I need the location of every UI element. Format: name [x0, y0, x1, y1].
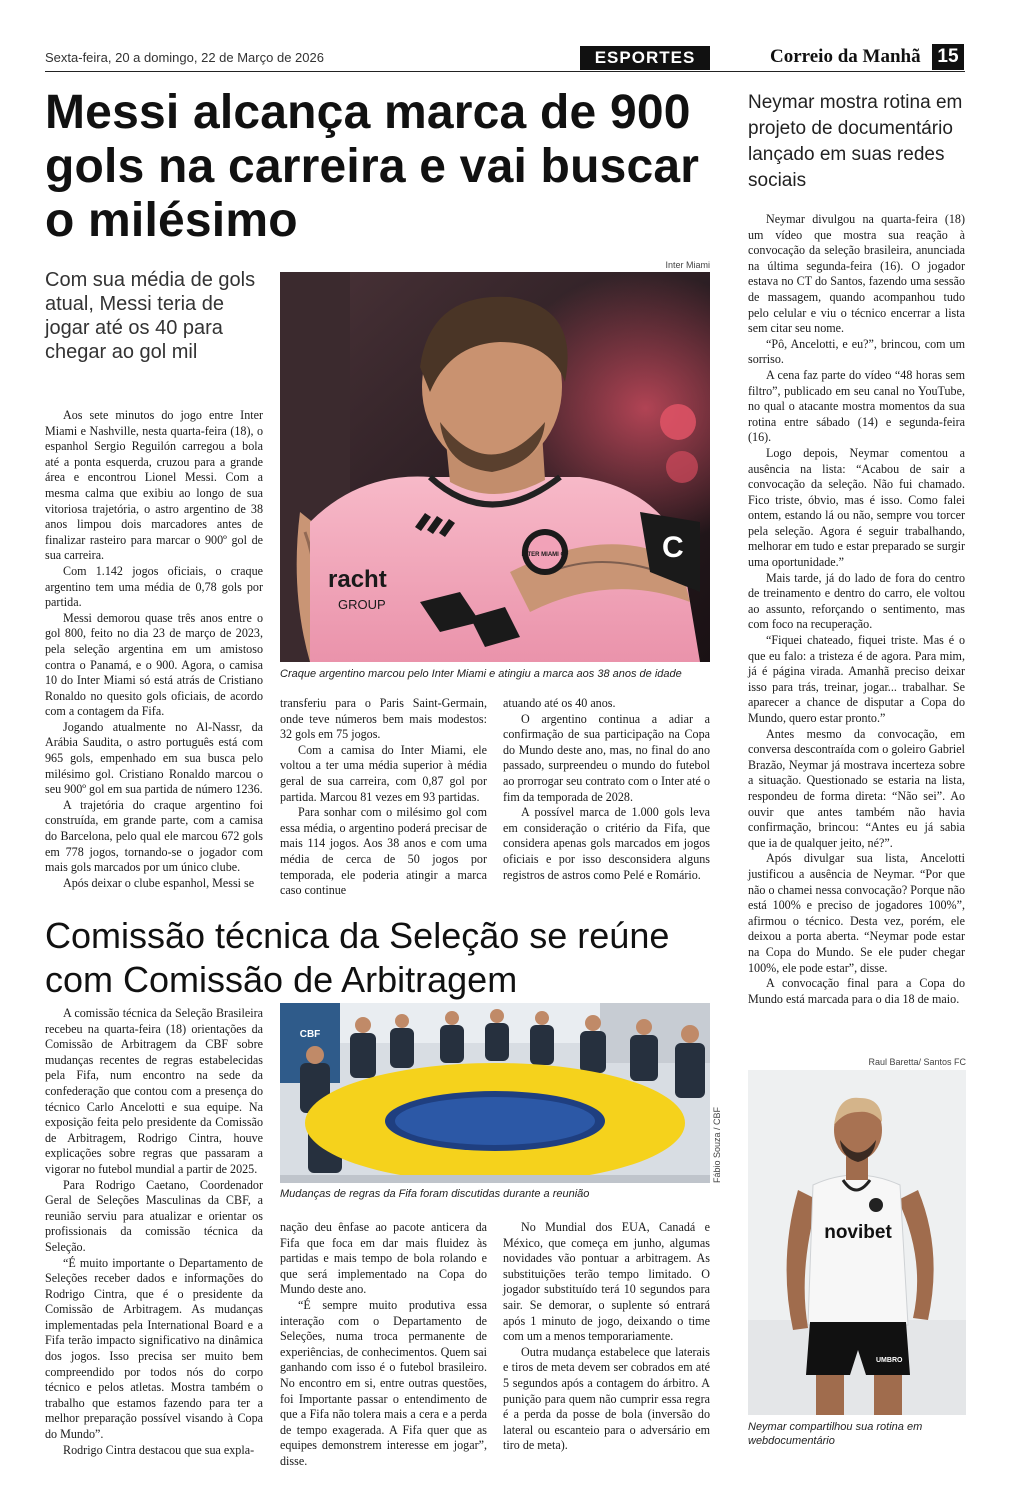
lead-column-1 [45, 408, 263, 891]
neymar-shirt-sponsor: novibet [824, 1222, 892, 1243]
section-label: ESPORTES [580, 46, 710, 70]
lead-photo-caption: Craque argentino marcou pelo Inter Miami e atingiu a marca aos 38 anos de idade [280, 668, 682, 680]
paragraph: O argentino continua a adiar a confirmação de sua participação na Copa do Mundo deste ano, mas, no final do ano passado, surpreendeu o mundo do futebol ao prorrogar seu contrato com o Inter até o fim da temporada de 2028. [503, 711, 710, 804]
second-column-3 [503, 1220, 710, 1454]
paragraph: A possível marca de 1.000 gols leva em consideração o critério da Fifa, que considera apenas gols marcados em jogos oficiais e por isso desconsidera alguns registros de astros como Pelé e Romário. [503, 805, 710, 882]
sidebar-headline: Neymar mostra rotina em projeto de documentário lançado em suas redes sociais [748, 92, 963, 191]
cbf-sign: CBF [299, 1029, 321, 1040]
paragraph: nação deu ênfase ao pacote anticera da Fifa que foca em dar mais fluidez às partidas e mais tempo de bola rolando e que será implementado na Copa do Mundo deste ano. [280, 1220, 487, 1297]
paragraph: Antes mesmo da convocação, em conversa descontraída com o goleiro Gabriel Brazão, Neymar já mostrava incerteza sobre a situação. Questionado se estaria na lista, respondeu de forma direta: “Não sei”. Ao ouvir que antes também não havia confirmação, brincou: “Antes eu já sabia que ia de qualquer jeito, né?”. [748, 726, 965, 850]
paragraph: “Pô, Ancelotti, e eu?”, brincou, com um sorriso. [748, 336, 965, 367]
paragraph: Rodrigo Cintra destacou que sua expla- [63, 1442, 255, 1457]
club-badge-text: INTER MIAMI CF [521, 552, 569, 558]
paragraph: transferiu para o Paris Saint-Germain, onde teve números bem mais modestos: 32 gols em 75 jogos. [280, 696, 487, 742]
paragraph: “É muito importante o Departamento de Seleções receber dados e informações do Rodrigo Cintra, que é o presidente da Comissão de Arbitragem. As mudanças implementadas pela International Board e a Fifa terão impacto significativo na dinâmica dos jogos. Isso precisa ser muito bem compreendido por todos nós do corpo técnico e pelos atletas. Mostra também o trabalho que estamos fazendo para ter a melhor preparação possível visando à Copa do Mundo”. [45, 1255, 263, 1442]
lead-column-2 [280, 696, 487, 899]
paragraph: Logo depois, Neymar comentou a ausência na lista: “Acabou de sair a convocação da seleção. Não fui chamado. Fico triste, óbvio, mas é isso. Como falei ontem, estando lá ou não, sempre vou torcer pela seleção. Agora é seguir trabalhando, melhorar em tudo e estar preparado se surgir uma oportunidade.” [748, 445, 965, 570]
meeting-photo-illustration [280, 1003, 710, 1183]
lead-headline: Messi alcança marca de 900 gols na carreira e vai buscar o milésimo [45, 86, 700, 247]
paragraph: Para sonhar com o milésimo gol com essa média, o argentino poderá precisar de mais 114 jogos. Aos 38 anos e com uma média de cerca de 50 jogos por temporada, ele poderia atingir a marca caso continue [280, 805, 487, 898]
messi-photo [280, 272, 710, 662]
second-column-2 [280, 1220, 487, 1470]
second-photo-credit: Fábio Souza / CBF [712, 1106, 722, 1183]
second-photo-caption: Mudanças de regras da Fifa foram discutidas durante a reunião [280, 1188, 590, 1200]
shirt-sponsor-line2: GROUP [338, 597, 386, 612]
paragraph: A comissão técnica da Seleção Brasileira recebeu na quarta-feira (18) orientações da Comissão de Arbitragem da CBF sobre mudanças recentes de regras estabelecidas pela Fifa, num encontro na sede da confederação que contou com a presença do técnico Carlo Ancelotti e sua equipe. Na exposição feita pelo presidente da Comissão de Arbitragem, Rodrigo Cintra, houve explicações sobre regras que passaram a vigorar no futebol mundial a partir de 2025. [45, 1006, 263, 1176]
paragraph: Com a camisa do Inter Miami, ele voltou a ter uma média superior à média geral de sua carreira, com 0,87 gol por partida. Marcou 81 vezes em 93 partidas. [280, 742, 487, 804]
second-headline: Comissão técnica da Seleção se reúne com Comissão de Arbitragem [45, 915, 670, 1000]
paragraph: Jogando atualmente no Al-Nassr, da Arábia Saudita, o astro português está com 965 gols, empenhado em sua busca pelo milésimo gol. Cristiano Ronaldo marcou o seu 900º gol em sua partida de número 1236. [45, 719, 263, 797]
paragraph: “É sempre muito produtiva essa interação com o Departamento de Seleções, numa troca permanente de experiências, de conhecimentos. Quem sai ganhando com isso é o futebol brasileiro. No encontro em si, entre outras questões, foi Importante passar o entendimento de que a Fifa não tolera mais a cera e a perda de tempo exagerada. A Fifa quer que as equipes demonstrem interesse em jogar”, disse. [280, 1297, 487, 1468]
header-rule [45, 71, 965, 72]
paragraph: Aos sete minutos do jogo entre Inter Miami e Nashville, nesta quarta-feira (18), o espanhol Sergio Reguilón carregou a bola até a ponta esquerda, cruzou para a grande área e encontrou Lionel Messi. Com a mesma calma que exibiu ao longo de sua vitoriosa trajetória, o astro argentino de 38 anos limpou dois marcadores antes de finalizar rasteiro para marcar o 900º gol de sua carreira. [45, 408, 263, 563]
paragraph: Messi demorou quase três anos entre o gol 800, feito no dia 23 de março de 2023, pela seleção argentina em um amistoso contra o Panamá, e o 900. Agora, o camisa 10 do Inter Miami só está atrás de Cristiano Ronaldo no quesito gols oficiais, de acordo com a contagem da Fifa. [45, 610, 263, 719]
lead-subheadline: Com sua média de gols atual, Messi teria de jogar até os 40 para chegar ao gol mil [45, 269, 256, 363]
paragraph: Após deixar o clube espanhol, Messi se [63, 875, 255, 890]
sidebar-photo-credit: Raul Baretta/ Santos FC [868, 1057, 966, 1067]
messi-photo-illustration [280, 272, 710, 662]
paragraph: Para Rodrigo Caetano, Coordenador Geral de Seleções Masculinas da CBF, a reunião serviu para atualizar e orientar os profissionais da comissão técnica da Seleção. [45, 1177, 263, 1254]
sidebar-photo-caption: Neymar compartilhou sua rotina em webdocumentário [748, 1421, 923, 1447]
neymar-shorts-logo: UMBRO [876, 1357, 903, 1364]
armband-letter: C [662, 531, 684, 564]
issue-date: Sexta-feira, 20 a domingo, 22 de Março de 2026 [45, 50, 324, 65]
paragraph: “Fiquei chateado, fiquei triste. Mas é o que eu falo: a tristeza é de agora. Para mim, já é página virada. Amanhã preciso deixar isso para trás, treinar, jogar... trabalhar. Se aparecer a chance de disputar a Copa do Mundo, quero estar pronto.” [748, 633, 965, 725]
lead-photo-credit: Inter Miami [665, 260, 710, 270]
paragraph: atuando até os 40 anos. [503, 696, 616, 710]
shirt-sponsor: racht [328, 566, 387, 593]
sidebar-column [748, 212, 965, 1007]
meeting-photo [280, 1003, 710, 1183]
paragraph: Outra mudança estabelece que laterais e tiros de meta devem ser cobrados em até 5 segundos após a contagem do árbitro. A punição para quem não cumprir essa regra é a perda da posse de bola (inversão do lateral ou escanteio para o adversário em tiro de meta). [503, 1344, 710, 1453]
paragraph: A cena faz parte do vídeo “48 horas sem filtro”, publicado em seu canal no YouTube, no qual o atacante mostra momentos da sua rotina entre sábado (14) e segunda-feira (16). [748, 367, 965, 445]
page-number: 15 [932, 44, 964, 70]
masthead: Correio da Manhã [770, 46, 921, 67]
paragraph: No Mundial dos EUA, Canadá e México, que começa em junho, algumas novidades vão pontuar a arbitragem. As substituições terão tempo limitado. O jogador substituído terá 10 segundos para sair. Se demorar, o suplente só entrará após 1 minuto de jogo, deixando o time com um a menos temporariamente. [503, 1220, 710, 1344]
paragraph: A trajetória do craque argentino foi construída, em grande parte, com a camisa do Barcelona, pelo qual ele marcou 672 gols em 778 jogos, tornando-se o jogador com mais gols marcados por um único clube. [45, 797, 263, 875]
paragraph: Neymar divulgou na quarta-feira (18) um vídeo que mostra sua reação à convocação da seleção brasileira, anunciada na última segunda-feira (16). O jogador estava no CT do Santos, fazendo uma sessão de massagem, quando acompanhou tudo pelo celular e viu o técnico encerrar a lista sem citar seu nome. [748, 212, 965, 336]
paragraph: A convocação final para a Copa do Mundo está marcada para o dia 18 de maio. [748, 976, 965, 1006]
neymar-photo [748, 1070, 966, 1415]
paragraph: Mais tarde, já do lado de fora do centro de treinamento e dentro do carro, ele voltou ao assunto, reforçando o sentimento, mas com foco na recuperação. [748, 570, 965, 632]
second-column-1 [45, 1006, 263, 1458]
paragraph: Com 1.142 jogos oficiais, o craque argentino tem uma média de 0,78 gols por partida. [45, 563, 263, 610]
lead-column-3 [503, 696, 710, 883]
neymar-photo-illustration [748, 1070, 966, 1415]
paragraph: Após divulgar sua lista, Ancelotti justificou a ausência de Neymar. “Por que não o chamei nessa convocação? Porque não está 100% e preciso de jogadores 100%”, afirmou o técnico. Desta vez, porém, ele deixou a porta aberta. “Neymar pode estar na Copa do Mundo. Se ele puder chegar 100%, ele pode estar”, disse. [748, 851, 965, 975]
